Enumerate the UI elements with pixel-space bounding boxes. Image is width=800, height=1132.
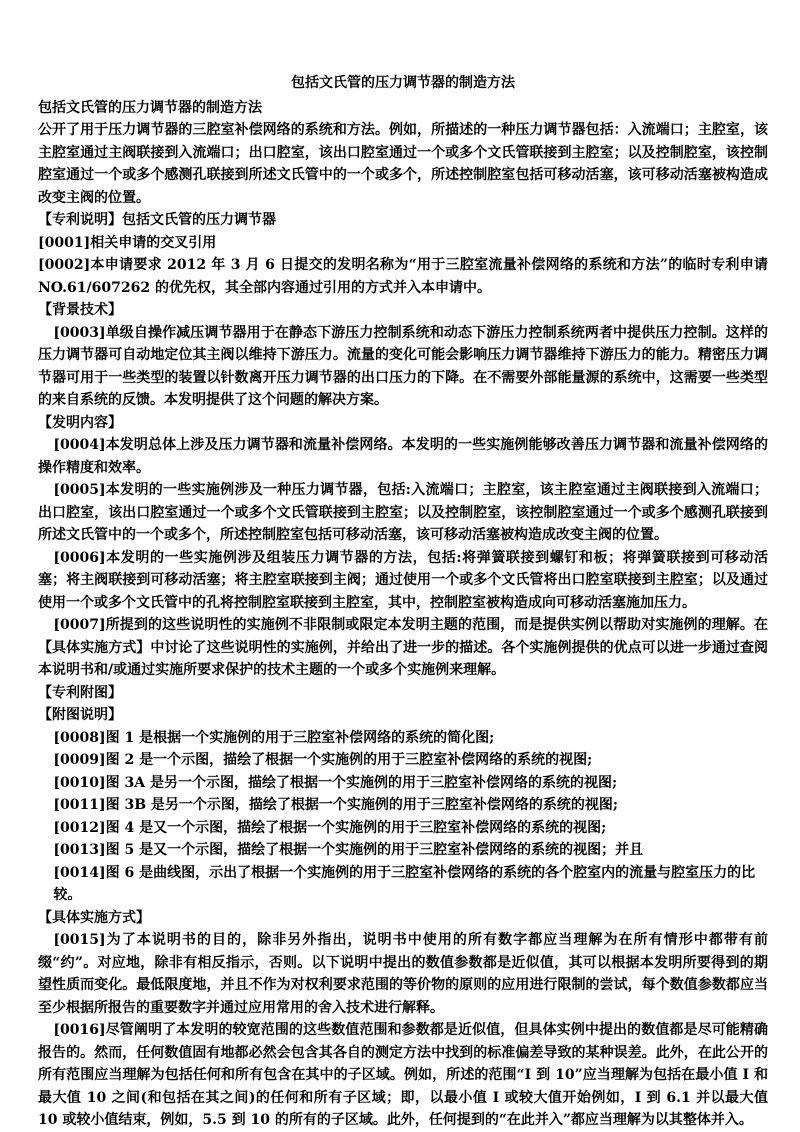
spec-heading: 【专利说明】包括文氏管的压力调节器 xyxy=(38,212,276,228)
document-title: 包括文氏管的压力调节器的制造方法 xyxy=(291,75,515,91)
figure-description: [0013]图 5 是又一个示图，描绘了根据一个实施例的用于三腔室补偿网络的系统的视图；并且 xyxy=(53,842,644,858)
figure-description: [0014]图 6 是曲线图，示出了根据一个实施例的用于三腔室补偿网络的系统的各个腔室内的流量与腔室压力的比较。 xyxy=(53,864,756,903)
summary-heading: 【发明内容】 xyxy=(38,414,122,431)
figure-description: [0008]图 1 是根据一个实施例的用于三腔室补偿网络的系统的简化图; xyxy=(53,729,495,746)
paragraph-0005: [0005]本发明的一些实施例涉及一种压力调节器，包括:入流端口；主腔室，该主腔室通过主阀联接到入流端口；出口腔室，该出口腔室通过一个或多个文氏管联接到主腔室；以及控制腔室，该控制腔室通过一个或多个感测孔联接到所述文氏管中的一个或多个，所述控制腔室包括可移动活塞，该可移动活塞被构造成改变主阀的位置。 xyxy=(38,482,768,543)
background-heading: 【背景技术】 xyxy=(38,302,122,318)
paragraph-0004: [0004]本发明总体上涉及压力调节器和流量补偿网络。本发明的一些实施例能够改善压力调节器和流量补偿网络的操作精度和效率。 xyxy=(38,437,768,476)
document-subtitle: 包括文氏管的压力调节器的制造方法 xyxy=(38,99,262,116)
figure-description: [0011]图 3B 是另一个示图，描绘了根据一个实施例的用于三腔室补偿网络的系统的视图; xyxy=(53,797,619,813)
abstract-paragraph: 公开了用于压力调节器的三腔室补偿网络的系统和方法。例如，所描述的一种压力调节器包括：入流端口；主腔室，该主腔室通过主阀联接到入流端口；出口腔室，该出口腔室通过一个或多个文氏管联接到主腔室；以及控制腔室，该控制腔室通过一个或多个感测孔联接到所述文氏管中的一个或多个，所述控制腔室包括可移动活塞，该可移动活塞被构造成改变主阀的位置。 xyxy=(38,122,768,206)
figure-description: [0010]图 3A 是另一个示图，描绘了根据一个实施例的用于三腔室补偿网络的系统的视图; xyxy=(53,774,618,791)
paragraph-0015: [0015]为了本说明书的目的，除非另外指出，说明书中使用的所有数字都应当理解为在所有情形中都带有前缀“约”。对应地，除非有相反指示，否则。以下说明中提出的数值参数都是近似值，其可以根据本发明所要得到的期望性质而变化。最低限度地，并且不作为对权利要求范围的等价物的原则的应用进行限制的尝试，每个数值参数都应当至少根据所报告的重要数字并通过应用常用的舍入技术进行解释。 xyxy=(38,932,768,1016)
paragraph-0001: [0001]相关申请的交叉引用 xyxy=(38,234,217,251)
drawings-description-heading: 【附图说明】 xyxy=(38,707,122,723)
paragraph-0016: [0016]尽管阐明了本发明的较宽范围的这些数值范围和参数都是近似值，但具体实例中提出的数值都是尽可能精确报告的。然而，任何数值固有地都必然会包含其各自的测定方法中找到的标准偏差导致的某种误差。此外，在此公开的所有范围应当理解为包括任何和所有包含在其中的子区域。例如，所述的范围“I 到 10”应当理解为包括在最小值 I 和最大值 10 之间(和包括在其之间)的任何和所有子区域；即，以最小值 I 或较大值开始例如，I 到 6.1 并以最大值 10 或较小值结束，例如，5.5 到 10 的所有的子区域。此外，任何提到的“在此并入”都应当理解为以其整体并入。 xyxy=(38,1022,768,1128)
paragraph-0006: [0006]本发明的一些实施例涉及组装压力调节器的方法，包括:将弹簧联接到螺钉和板；将弹簧联接到可移动活塞；将主阀联接到可移动活塞；将主腔室联接到主阀；通过使用一个或多个文氏管将出口腔室联接到主腔室；以及通过使用一个或多个文氏管中的孔将控制腔室联接到主腔室，其中，控制腔室被构造成向可移动活塞施加压力。 xyxy=(38,549,768,611)
paragraph-0003: [0003]单级自操作减压调节器用于在静态下游压力控制系统和动态下游压力控制系统两者中提供压力控制。这样的压力调节器可自动地定位其主阀以维持下游压力。流量的变化可能会影响压力调节器维持下游压力的能力。精密压力调节器可用于一些类型的装置以针数离开压力调节器的出口压力的下降。在不需要外部能量源的系统中，这需要一些类型的来自系统的反馈。本发明提供了这个问题的解决方案。 xyxy=(38,324,768,408)
drawings-heading: 【专利附图】 xyxy=(38,684,122,701)
patent-document xyxy=(38,72,768,1132)
paragraph-0002: [0002]本申请要求 2012 年 3 月 6 日提交的发明名称为“用于三腔室流量补偿网络的系统和方法”的临时专利申请 NO.61/607262 的优先权，其全部内容通过引用的方式并入本申请中。 xyxy=(38,257,768,296)
figure-description: [0012]图 4 是又一个示图，描绘了根据一个实施例的用于三腔室补偿网络的系统的视图; xyxy=(53,819,607,836)
embodiments-heading: 【具体实施方式】 xyxy=(38,909,150,926)
paragraph-0007: [0007]所提到的这些说明性的实施例不非限制或限定本发明主题的范围，而是提供实例以帮助对实施例的理解。在【具体实施方式】中讨论了这些说明性的实施例，并给出了进一步的描述。各个实施例提供的优点可以进一步通过查阅本说明书和/或通过实施所要求保护的技术主题的一个或多个实施例来理解。 xyxy=(38,617,768,678)
figure-description: [0009]图 2 是一个示图，描绘了根据一个实施例的用于三腔室补偿网络的系统的视图; xyxy=(53,752,593,768)
